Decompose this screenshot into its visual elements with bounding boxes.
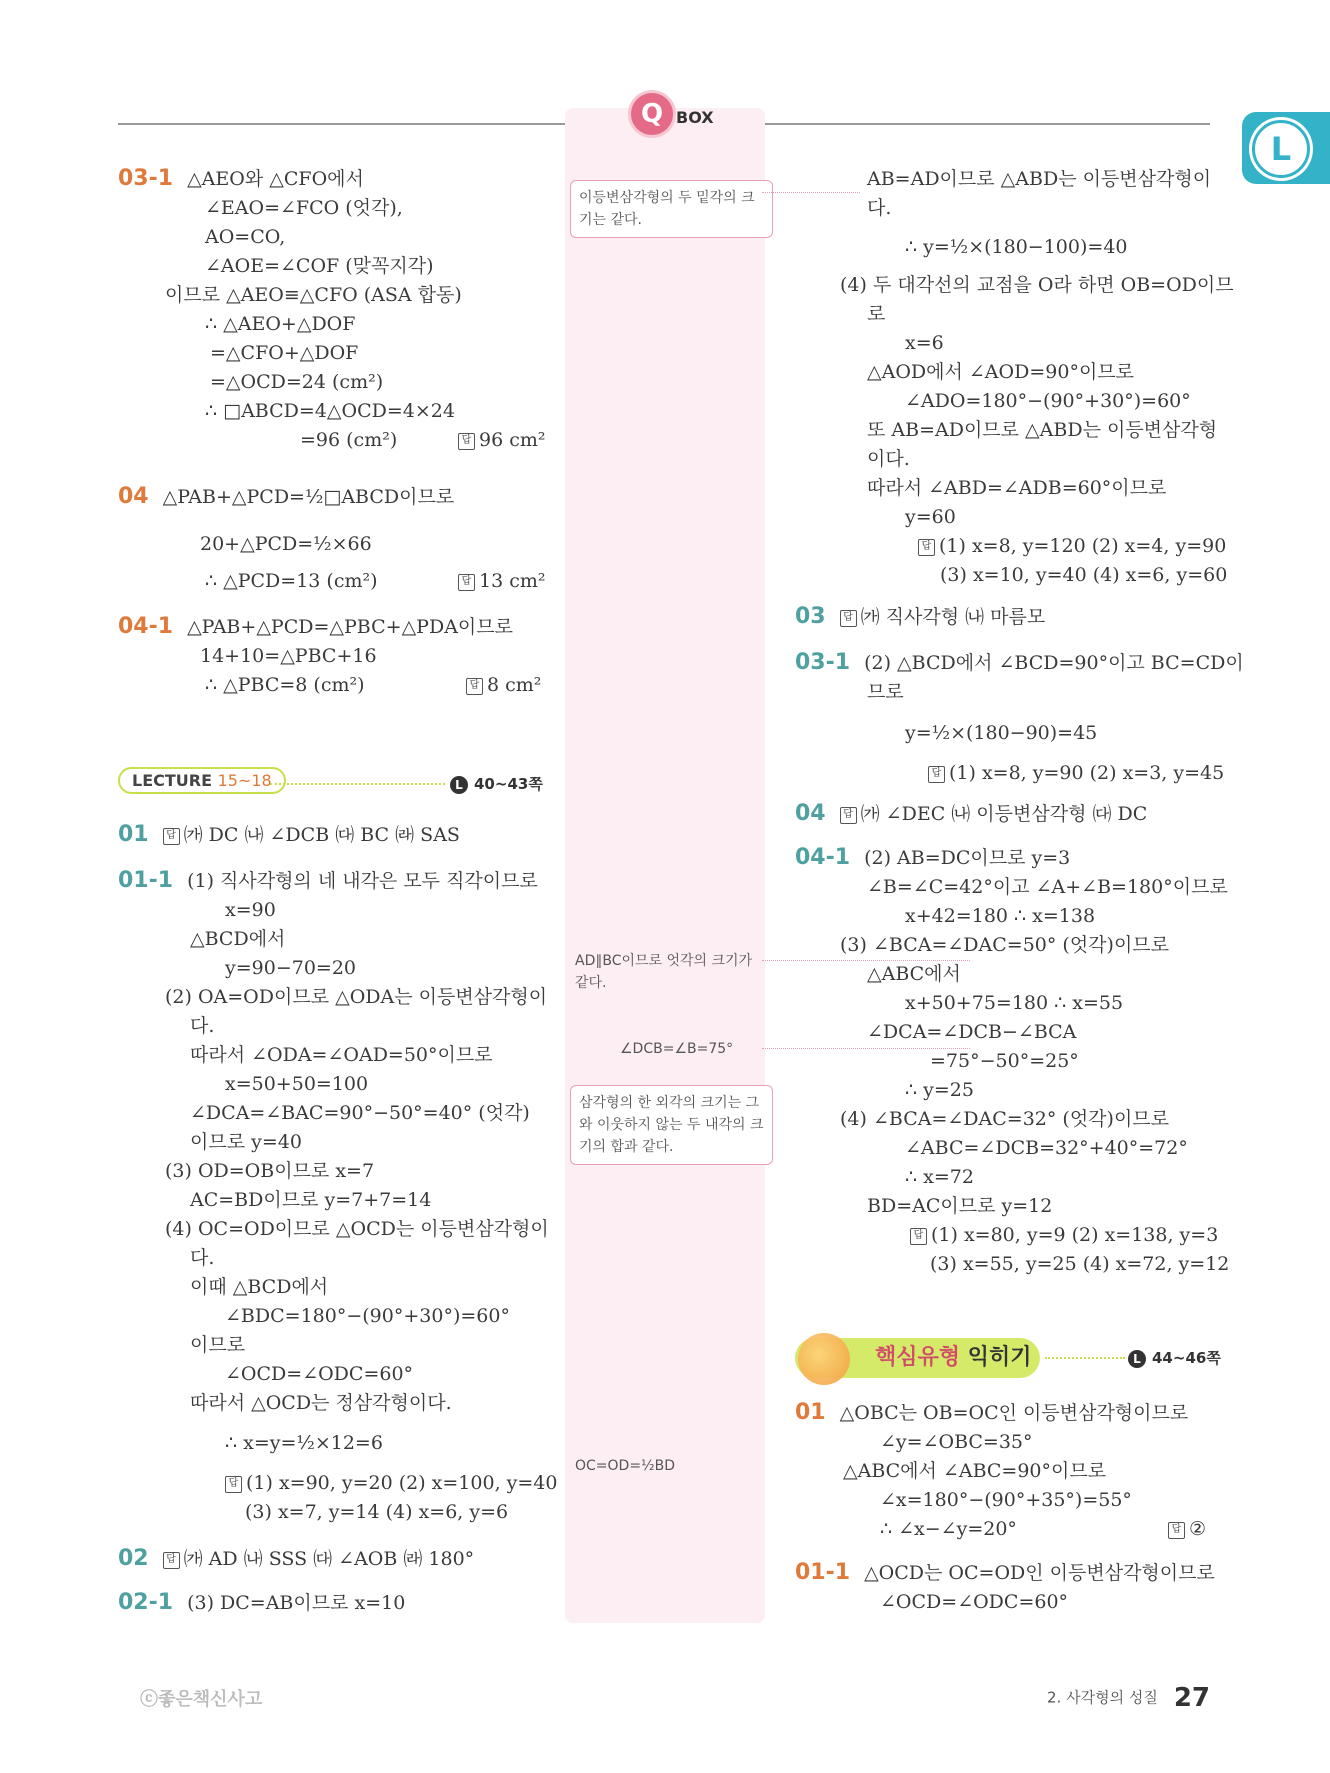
lecture-range: 15~18 — [217, 771, 272, 790]
line-text: BD=AC이므로 y=12 — [867, 1195, 1053, 1217]
problem-line — [795, 650, 1244, 676]
line-text: ∴ △AEO+△DOF — [205, 313, 356, 335]
line-text: =△CFO+△DOF — [210, 342, 359, 364]
solution-line — [910, 1222, 1218, 1248]
solution-line — [245, 1499, 508, 1525]
problem-line — [118, 166, 364, 192]
line-text: y=60 — [905, 506, 956, 528]
solution-line — [940, 562, 1227, 588]
solution-line — [867, 446, 910, 472]
line-text: ㈎ AD ㈏ SSS ㈐ ∠AOB ㈑ 180° — [183, 1548, 475, 1570]
solution-line — [458, 427, 546, 453]
line-text: ∠BDC=180°−(90°+30°)=60° — [225, 1305, 510, 1327]
solution-line — [905, 504, 956, 530]
solution-line — [205, 311, 355, 337]
solution-line — [200, 531, 372, 557]
lecture-page-ref[interactable] — [450, 773, 543, 794]
chapter-tab[interactable] — [1242, 112, 1330, 184]
line-text: △AEO와 △CFO에서 — [187, 168, 364, 190]
problem-line — [795, 1560, 1215, 1586]
solution-line — [905, 990, 1123, 1016]
solution-line — [867, 301, 885, 327]
line-text: 따라서 ∠ODA=∠OAD=50°이므로 — [190, 1044, 493, 1066]
solution-line — [165, 1216, 549, 1242]
solution-line — [905, 903, 1095, 929]
solution-line — [1168, 1516, 1206, 1542]
problem-line — [118, 484, 454, 510]
line-text: 로 — [867, 303, 886, 325]
problem-number: 02-1 — [118, 1590, 174, 1615]
line-text: ∴ △PCD=13 (cm²) — [205, 570, 378, 592]
solution-line — [928, 760, 1224, 786]
line-text: y=90−70=20 — [225, 957, 357, 979]
solution-line — [225, 1361, 413, 1387]
qbox-note: 삼각형의 한 외각의 크기는 그와 이웃하지 않는 두 내각의 크기의 합과 같다. — [570, 1085, 773, 1165]
answer-icon: 답 — [1168, 1522, 1185, 1539]
line-text: ∴ y=½×(180−100)=40 — [905, 236, 1128, 258]
line-text: (3) OD=OB이므로 x=7 — [165, 1160, 375, 1182]
solution-line — [165, 984, 547, 1010]
problem-line — [795, 801, 1147, 827]
line-text: ② — [1189, 1518, 1207, 1540]
solution-line — [205, 195, 403, 221]
line-text: (1) x=90, y=20 (2) x=100, y=40 — [246, 1472, 558, 1494]
solution-line — [225, 1303, 510, 1329]
solution-line — [867, 417, 1217, 443]
footer-page-info — [1047, 1683, 1210, 1713]
solution-line — [225, 955, 356, 981]
solution-line — [205, 253, 434, 279]
line-text: (2) △BCD에서 ∠BCD=90°이고 BC=CD이 — [864, 652, 1244, 674]
line-text: (2) OA=OD이므로 △ODA는 이등변삼각형이 — [165, 986, 548, 1008]
answer-icon: 답 — [918, 539, 935, 556]
answer-icon: 답 — [225, 1476, 242, 1493]
line-text: ∠OCD=∠ODC=60° — [225, 1363, 414, 1385]
line-text: (3) ∠BCA=∠DAC=50° (엇각)이므로 — [840, 934, 1170, 956]
footer-publisher: ⓒ좋은책신사고 — [140, 1689, 263, 1710]
solution-line — [867, 166, 1211, 192]
line-text: 므로 — [867, 681, 904, 703]
line-text: ∠AOE=∠COF (맞꼭지각) — [205, 255, 434, 277]
solution-line — [190, 1129, 302, 1155]
line-text: 이다. — [867, 448, 910, 470]
answer-icon: 답 — [840, 610, 857, 627]
core-title-a: 핵심유형 — [875, 1345, 961, 1370]
line-text: ∴ x=72 — [905, 1166, 974, 1188]
solution-line — [918, 533, 1226, 559]
problem-line — [795, 604, 1045, 630]
lecture-badge — [118, 767, 286, 794]
solution-line — [190, 1274, 328, 1300]
solution-line — [840, 272, 1234, 298]
line-text: (4) OC=OD이므로 △OCD는 이등변삼각형이 — [165, 1218, 549, 1240]
line-text: ∴ △PBC=8 (cm²) — [205, 674, 365, 696]
problem-line — [118, 1590, 405, 1616]
line-text: (4) 두 대각선의 교점을 O라 하면 OB=OD이므 — [840, 274, 1234, 296]
line-text: (1) x=8, y=90 (2) x=3, y=45 — [949, 762, 1225, 784]
qbox-leader-line — [762, 192, 860, 193]
line-text: y=½×(180−90)=45 — [905, 722, 1098, 744]
solution-line — [165, 282, 462, 308]
line-text: 96 cm² — [479, 429, 546, 451]
solution-line — [190, 1187, 431, 1213]
qbox-column — [565, 108, 765, 1623]
line-text: ∴ x=y=½×12=6 — [225, 1432, 383, 1454]
line-text: ∠ABC=∠DCB=32°+40°=72° — [905, 1137, 1188, 1159]
solution-line — [867, 961, 961, 987]
solution-line — [905, 1164, 974, 1190]
solution-line — [190, 1245, 214, 1271]
solution-line — [840, 1106, 1169, 1132]
line-text: ∠B=∠C=42°이고 ∠A+∠B=180°이므로 — [867, 876, 1228, 898]
solution-line — [205, 672, 365, 698]
solution-line — [300, 427, 397, 453]
core-pages: 44~46쪽 — [1152, 1349, 1221, 1367]
line-text: △AOD에서 ∠AOD=90°이므로 — [867, 361, 1135, 383]
problem-number: 01-1 — [795, 1560, 851, 1585]
solution-line — [205, 224, 285, 250]
solution-line — [905, 720, 1097, 746]
line-text: 14+10=△PBC+16 — [200, 645, 377, 667]
line-text: 또 AB=AD이므로 △ABD는 이등변삼각형 — [867, 419, 1218, 441]
solution-line — [210, 369, 383, 395]
solution-line — [880, 1429, 1033, 1455]
line-text: ㈎ 직사각형 ㈏ 마름모 — [860, 606, 1046, 628]
answer-icon: 답 — [163, 1552, 180, 1569]
top-rule-left — [118, 123, 565, 125]
line-text: AO=CO, — [205, 226, 286, 248]
line-text: (1) 직사각형의 네 내각은 모두 직각이므로 — [187, 870, 538, 892]
solution-line — [190, 1390, 452, 1416]
solution-line — [840, 932, 1169, 958]
solution-line — [867, 1193, 1052, 1219]
line-text: 20+△PCD=½×66 — [200, 533, 372, 555]
line-text: (1) x=8, y=120 (2) x=4, y=90 — [939, 535, 1227, 557]
solution-line — [843, 1458, 1106, 1484]
solution-line — [867, 195, 891, 221]
line-text: ∠OCD=∠ODC=60° — [880, 1591, 1069, 1613]
line-text: ∠EAO=∠FCO (엇각), — [205, 197, 403, 219]
problem-line — [118, 1546, 474, 1572]
line-text: 이므로 y=40 — [190, 1131, 302, 1153]
line-text: (2) AB=DC이므로 y=3 — [864, 847, 1071, 869]
line-text: 이때 △BCD에서 — [190, 1276, 329, 1298]
line-text: △PAB+△PCD=△PBC+△PDA이므로 — [187, 616, 513, 638]
line-text: △BCD에서 — [190, 928, 286, 950]
solution-line — [205, 398, 455, 424]
solution-line — [458, 568, 546, 594]
problem-number: 03 — [795, 604, 826, 629]
line-text: 따라서 ∠ABD=∠ADB=60°이므로 — [867, 477, 1167, 499]
solution-line — [225, 897, 276, 923]
line-text: =75°−50°=25° — [930, 1050, 1079, 1072]
solution-line — [190, 926, 285, 952]
qbox-note: OC=OD=½BD — [575, 1458, 676, 1474]
qbox-note: AD∥BC이므로 엇각의 크기가 같다. — [575, 953, 753, 991]
line-text: △PAB+△PCD=½□ABCD이므로 — [162, 486, 455, 508]
line-text: 이므로 △AEO≡△CFO (ASA 합동) — [165, 284, 462, 306]
solution-line — [905, 388, 1191, 414]
footer-chapter: 2. 사각형의 성질 — [1047, 1688, 1158, 1707]
solution-line — [205, 568, 378, 594]
core-page-ref[interactable] — [1128, 1347, 1221, 1368]
solution-line — [225, 1470, 557, 1496]
answer-icon: 답 — [928, 766, 945, 783]
line-text: x+42=180 ∴ x=138 — [905, 905, 1096, 927]
chapter-tab-icon: L — [1252, 120, 1310, 178]
solution-line — [225, 1071, 368, 1097]
problem-line — [795, 1400, 1188, 1426]
problem-number: 01 — [118, 822, 149, 847]
answer-icon: 답 — [163, 828, 180, 845]
solution-line — [930, 1251, 1229, 1277]
line-text: =△OCD=24 (cm²) — [210, 371, 384, 393]
solution-line — [190, 1013, 214, 1039]
answer-icon: 답 — [910, 1228, 927, 1245]
solution-line — [190, 1100, 530, 1126]
problem-line — [118, 822, 460, 848]
problem-number: 04 — [795, 801, 826, 826]
lecture-pages: 40~43쪽 — [474, 775, 543, 793]
line-text: ∠DCA=∠BAC=90°−50°=40° (엇각) — [190, 1102, 530, 1124]
lecture-prefix: LECTURE — [132, 771, 213, 790]
line-text: 다. — [190, 1015, 215, 1037]
solution-line — [867, 1019, 1076, 1045]
problem-number: 04-1 — [795, 845, 851, 870]
core-orb-icon — [798, 1333, 850, 1385]
line-text: 다. — [867, 197, 892, 219]
line-text: △OCD는 OC=OD인 이등변삼각형이므로 — [864, 1562, 1215, 1584]
core-title-b: 익히기 — [967, 1345, 1032, 1370]
solution-line — [905, 1135, 1188, 1161]
line-text: x=6 — [905, 332, 944, 354]
line-text: 다. — [190, 1247, 215, 1269]
solution-line — [200, 643, 377, 669]
qbox-label: BOX — [676, 108, 714, 127]
line-text: =96 (cm²) — [300, 429, 398, 451]
line-text: △ABC에서 ∠ABC=90°이므로 — [843, 1460, 1107, 1482]
problem-number: 04 — [118, 484, 149, 509]
l-marker-icon: L — [450, 776, 468, 794]
answer-icon: 답 — [466, 678, 483, 695]
line-text: 8 cm² — [487, 674, 542, 696]
lecture-dots — [270, 783, 445, 785]
solution-line — [880, 1487, 1132, 1513]
line-text: (4) ∠BCA=∠DAC=32° (엇각)이므로 — [840, 1108, 1170, 1130]
solution-line — [190, 1332, 245, 1358]
solution-line — [880, 1516, 1017, 1542]
line-text: △OBC는 OB=OC인 이등변삼각형이므로 — [839, 1402, 1189, 1424]
problem-number: 03-1 — [795, 650, 851, 675]
problem-number: 01 — [795, 1400, 826, 1425]
line-text: x=90 — [225, 899, 276, 921]
line-text: ∠y=∠OBC=35° — [880, 1431, 1033, 1453]
line-text: △ABC에서 — [867, 963, 961, 985]
line-text: ∴ ∠x−∠y=20° — [880, 1518, 1017, 1540]
line-text: ∠x=180°−(90°+35°)=55° — [880, 1489, 1132, 1511]
solution-line — [210, 340, 358, 366]
line-text: 13 cm² — [479, 570, 546, 592]
qbox-note: 이등변삼각형의 두 밑각의 크기는 같다. — [570, 180, 773, 238]
core-dots — [1045, 1357, 1125, 1359]
solution-line — [930, 1048, 1079, 1074]
line-text: AB=AD이므로 △ABD는 이등변삼각형이 — [867, 168, 1212, 190]
line-text: ∴ y=25 — [905, 1079, 974, 1101]
problem-number: 04-1 — [118, 614, 174, 639]
line-text: (3) x=55, y=25 (4) x=72, y=12 — [930, 1253, 1230, 1275]
line-text: 이므로 — [190, 1334, 246, 1356]
line-text: ∠ADO=180°−(90°+30°)=60° — [905, 390, 1191, 412]
solution-line — [905, 330, 944, 356]
line-text: x=50+50=100 — [225, 1073, 369, 1095]
solution-line — [225, 1430, 383, 1456]
solution-line — [867, 679, 904, 705]
l-marker-icon: L — [1128, 1350, 1146, 1368]
solution-line — [867, 359, 1134, 385]
line-text: ∴ □ABCD=4△OCD=4×24 — [205, 400, 455, 422]
solution-line — [905, 234, 1128, 260]
answer-icon: 답 — [458, 433, 475, 450]
line-text: 따라서 △OCD는 정삼각형이다. — [190, 1392, 452, 1414]
problem-line — [795, 845, 1070, 871]
solution-line — [880, 1589, 1068, 1615]
top-rule-right — [765, 123, 1210, 125]
footer-page-number: 27 — [1173, 1683, 1210, 1713]
problem-line — [118, 868, 538, 894]
answer-icon: 답 — [458, 574, 475, 591]
solution-line — [905, 1077, 974, 1103]
solution-line — [867, 475, 1166, 501]
line-text: ㈎ ∠DEC ㈏ 이등변삼각형 ㈐ DC — [860, 803, 1148, 825]
solution-line — [190, 1042, 493, 1068]
problem-number: 02 — [118, 1546, 149, 1571]
problem-number: 03-1 — [118, 166, 174, 191]
problem-line — [118, 614, 513, 640]
qbox-note: ∠DCB=∠B=75° — [620, 1041, 734, 1057]
line-text: AC=BD이므로 y=7+7=14 — [190, 1189, 432, 1211]
solution-line — [867, 874, 1228, 900]
solution-line — [165, 1158, 374, 1184]
line-text: x+50+75=180 ∴ x=55 — [905, 992, 1124, 1014]
line-text: (1) x=80, y=9 (2) x=138, y=3 — [931, 1224, 1219, 1246]
qbox-icon: Q — [628, 90, 676, 138]
line-text: (3) x=10, y=40 (4) x=6, y=60 — [940, 564, 1228, 586]
line-text: ∠DCA=∠DCB−∠BCA — [867, 1021, 1077, 1043]
line-text: (3) DC=AB이므로 x=10 — [187, 1592, 406, 1614]
solution-line — [466, 672, 541, 698]
line-text: ㈎ DC ㈏ ∠DCB ㈐ BC ㈑ SAS — [183, 824, 460, 846]
answer-icon: 답 — [840, 807, 857, 824]
problem-number: 01-1 — [118, 868, 174, 893]
line-text: (3) x=7, y=14 (4) x=6, y=6 — [245, 1501, 509, 1523]
